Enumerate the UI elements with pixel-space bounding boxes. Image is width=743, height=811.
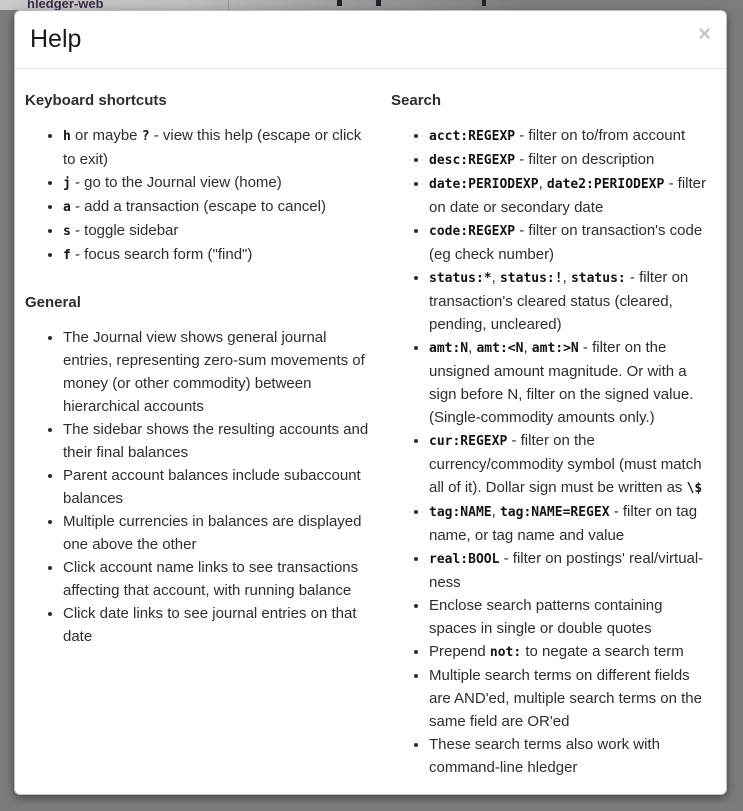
help-column-right <box>377 89 714 779</box>
help-list <box>25 326 377 648</box>
help-item: • These search terms also work with command-line hledger <box>429 733 714 779</box>
help-item: • Multiple currencies in balances are displayed one above the other <box>63 510 377 556</box>
code-term: cur:REGEXP <box>429 434 508 449</box>
code-term: status:! <box>499 271 563 286</box>
help-item: • Enclose search patterns containing spaces in single or double quotes <box>429 594 714 640</box>
help-item: • Prepend not: to negate a search term <box>429 640 714 664</box>
code-term: status: <box>570 271 626 286</box>
help-item: • The sidebar shows the resulting accounts and their final balances <box>63 418 377 464</box>
help-item: • j - go to the Journal view (home) <box>63 171 377 195</box>
help-item: • Parent account balances include subaccount balances <box>63 464 377 510</box>
code-term: not: <box>489 645 522 660</box>
help-item: • Click account name links to see transactions affecting that account, with running balance <box>63 556 377 602</box>
help-item: • s - toggle sidebar <box>63 219 377 243</box>
code-term: \$ <box>686 481 703 496</box>
code-term: date2:PERIODEXP <box>546 177 665 192</box>
section-heading: Keyboard shortcuts <box>25 92 167 109</box>
code-term: amt:N <box>429 341 469 356</box>
code-term: j <box>63 176 71 191</box>
code-term: amt:<N <box>476 341 524 356</box>
help-item: • The Journal view shows general journal entries, representing zero-sum movements of money (or other commodity) between hierarchical accounts <box>63 326 377 418</box>
code-term: code:REGEXP <box>429 224 516 239</box>
help-item: • Multiple search terms on different fields are AND'ed, multiple search terms on the same field are OR'ed <box>429 664 714 733</box>
help-modal-title: Help <box>30 25 82 53</box>
code-term: desc:REGEXP <box>429 153 516 168</box>
code-term: date:PERIODEXP <box>429 177 539 192</box>
help-item: • cur:REGEXP - filter on the currency/commodity symbol (must match all of it). Dollar sign must be written as \$ <box>429 429 714 500</box>
close-icon[interactable]: × <box>698 21 711 46</box>
code-term: a <box>63 200 71 215</box>
help-item: • Click date links to see journal entries on that date <box>63 602 377 648</box>
help-list <box>391 124 714 779</box>
help-section-keyboard-shortcuts <box>25 89 377 267</box>
section-heading: Search <box>391 92 442 109</box>
help-item: • acct:REGEXP - filter on to/from account <box>429 124 714 148</box>
help-section-search <box>391 89 714 779</box>
code-term: amt:>N <box>531 341 579 356</box>
code-term: s <box>63 224 71 239</box>
help-item: • tag:NAME, tag:NAME=REGEX - filter on tag name, or tag name and value <box>429 500 714 547</box>
help-item: • h or maybe ? - view this help (escape or click to exit) <box>63 124 377 171</box>
code-term: h <box>63 129 71 144</box>
code-term: ? <box>141 129 150 144</box>
help-item: • amt:N, amt:<N, amt:>N - filter on the unsigned amount magnitude. Or with a sign before N, filter on the signed value. (Single-commodity amounts only.) <box>429 336 714 429</box>
code-term: f <box>63 248 71 263</box>
code-term: real:BOOL <box>429 552 500 567</box>
help-modal-body <box>15 69 726 795</box>
help-modal <box>14 10 727 795</box>
help-item: • real:BOOL - filter on postings' real/virtual-ness <box>429 547 714 594</box>
section-heading: General <box>25 294 81 311</box>
code-term: acct:REGEXP <box>429 129 516 144</box>
code-term: tag:NAME=REGEX <box>499 505 610 520</box>
help-item: • desc:REGEXP - filter on description <box>429 148 714 172</box>
code-term: status:* <box>429 271 492 286</box>
help-item: • f - focus search form ("find") <box>63 243 377 267</box>
help-column-left <box>25 89 377 648</box>
help-item: • status:*, status:!, status: - filter on transaction's cleared status (cleared, pending, uncleared) <box>429 266 714 336</box>
help-item: • a - add a transaction (escape to cancel) <box>63 195 377 219</box>
help-item: • date:PERIODEXP, date2:PERIODEXP - filter on date or secondary date <box>429 172 714 219</box>
code-term: tag:NAME <box>429 505 492 520</box>
help-list <box>25 124 377 267</box>
help-section-general <box>25 291 377 648</box>
help-item: • code:REGEXP - filter on transaction's code (eg check number) <box>429 219 714 266</box>
help-modal-header <box>15 11 726 69</box>
hledger-web-brand-link[interactable]: hledger-web <box>27 0 104 10</box>
